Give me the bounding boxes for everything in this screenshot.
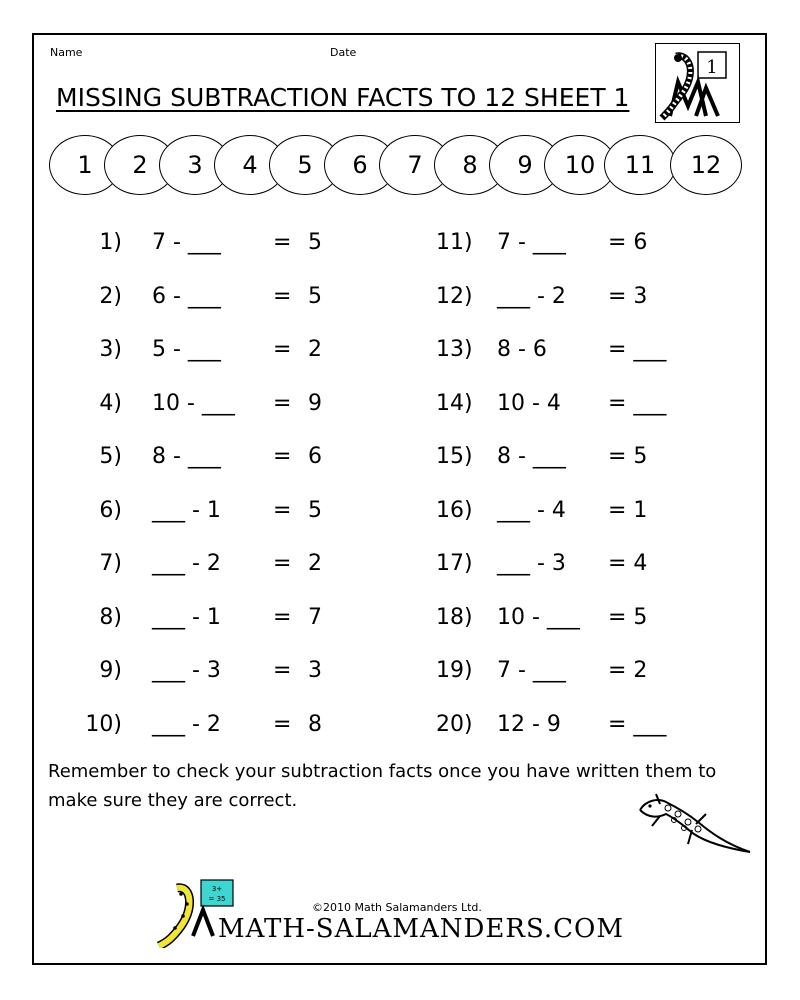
number-circle-2: 2 <box>104 135 176 195</box>
problem-answer: 2 <box>308 551 322 576</box>
page-title: MISSING SUBTRACTION FACTS TO 12 SHEET 1 <box>56 83 630 112</box>
problem-answer: = 1 <box>608 497 648 523</box>
problem-number: 10) <box>85 711 122 737</box>
problem-answer: = 4 <box>608 551 648 576</box>
problem-answer: = ___ <box>608 711 667 737</box>
equals-sign: = <box>273 497 292 523</box>
problem-expression: ___ - 1 <box>152 497 221 523</box>
problem-expression: 7 - ___ <box>497 658 566 683</box>
problem-number: 18) <box>436 604 473 630</box>
equals-sign: = <box>273 337 292 362</box>
problem-answer: = 5 <box>608 604 648 630</box>
problem-number: 20) <box>436 711 473 737</box>
problem-answer: = 5 <box>608 444 648 469</box>
problem-expression: 10 - ___ <box>152 390 235 416</box>
problem-expression: 8 - ___ <box>152 444 221 469</box>
sheet-badge-number: 1 <box>706 57 718 78</box>
board-text-bottom: = 35 <box>208 895 226 903</box>
number-circle-4: 4 <box>214 135 286 195</box>
problem-expression: 7 - ___ <box>152 230 221 255</box>
name-label: Name <box>50 46 83 59</box>
number-circle-9: 9 <box>489 135 561 195</box>
problem-expression: ___ - 2 <box>497 283 566 309</box>
number-circle-6: 6 <box>324 135 396 195</box>
problem-number: 5) <box>99 444 122 469</box>
salamander-logo-icon <box>656 44 741 124</box>
problem-expression: ___ - 2 <box>152 551 221 576</box>
problem-answer: 8 <box>308 711 322 737</box>
problem-number: 8) <box>99 604 122 630</box>
problem-number: 13) <box>436 337 473 362</box>
problem-answer: 3 <box>308 658 322 683</box>
problem-answer: = 3 <box>608 283 648 309</box>
equals-sign: = <box>273 604 292 630</box>
salamander-illustration <box>636 792 754 858</box>
problem-answer: 5 <box>308 230 322 255</box>
salamander-logo <box>655 43 740 123</box>
problem-number: 4) <box>99 390 122 416</box>
problem-number: 15) <box>436 444 473 469</box>
problem-number: 2) <box>99 283 122 309</box>
problem-number: 9) <box>99 658 122 683</box>
problem-number: 3) <box>99 337 122 362</box>
equals-sign: = <box>273 283 292 309</box>
number-circle-7: 7 <box>379 135 451 195</box>
problem-number: 14) <box>436 390 473 416</box>
instructions: Remember to check your subtraction facts once you have written them to make sure they are correct. <box>48 761 717 811</box>
equals-sign: = <box>273 551 292 576</box>
problem-expression: ___ - 3 <box>497 551 566 576</box>
number-circle-3: 3 <box>159 135 231 195</box>
problem-number: 12) <box>436 283 473 309</box>
problem-expression: 12 - 9 <box>497 711 561 737</box>
problem-number: 16) <box>436 497 473 523</box>
problem-number: 1) <box>99 230 122 255</box>
problem-answer: = ___ <box>608 390 667 416</box>
equals-sign: = <box>273 230 292 255</box>
problem-expression: 10 - ___ <box>497 604 580 630</box>
problem-expression: 10 - 4 <box>497 390 561 416</box>
problem-expression: 5 - ___ <box>152 337 221 362</box>
problem-answer: 2 <box>308 337 322 362</box>
problem-answer: 7 <box>308 604 322 630</box>
problem-number: 19) <box>436 658 473 683</box>
number-circle-11: 11 <box>604 135 676 195</box>
problem-expression: 6 - ___ <box>152 283 221 309</box>
problem-number: 17) <box>436 551 473 576</box>
problem-number: 11) <box>436 230 473 255</box>
date-label: Date <box>330 46 357 59</box>
number-circle-5: 5 <box>269 135 341 195</box>
number-circle-1: 1 <box>49 135 121 195</box>
problem-answer: 6 <box>308 444 322 469</box>
board-text-top: 3+ <box>211 885 223 893</box>
problem-answer: 5 <box>308 283 322 309</box>
equals-sign: = <box>273 444 292 469</box>
copyright: ©2010 Math Salamanders Ltd. <box>312 901 482 914</box>
number-circle-10: 10 <box>544 135 616 195</box>
problem-number: 6) <box>99 497 122 523</box>
problem-expression: 8 - 6 <box>497 337 547 362</box>
problem-answer: = 6 <box>608 230 648 255</box>
equals-sign: = <box>273 711 292 737</box>
brand-wordmark: MATH-SALAMANDERS.COM <box>218 914 624 944</box>
equals-sign: = <box>273 658 292 683</box>
problem-expression: 8 - ___ <box>497 444 566 469</box>
number-circle-8: 8 <box>434 135 506 195</box>
problem-expression: ___ - 4 <box>497 497 566 523</box>
problem-expression: 7 - ___ <box>497 230 566 255</box>
problem-expression: ___ - 2 <box>152 711 221 737</box>
problem-number: 7) <box>99 551 122 576</box>
problem-answer: = ___ <box>608 337 667 362</box>
problem-answer: = 2 <box>608 658 648 683</box>
equals-sign: = <box>273 390 292 416</box>
number-circle-12: 12 <box>670 135 742 195</box>
problem-expression: ___ - 3 <box>152 658 221 683</box>
problem-answer: 5 <box>308 497 322 523</box>
problem-answer: 9 <box>308 390 322 416</box>
problem-expression: ___ - 1 <box>152 604 221 630</box>
